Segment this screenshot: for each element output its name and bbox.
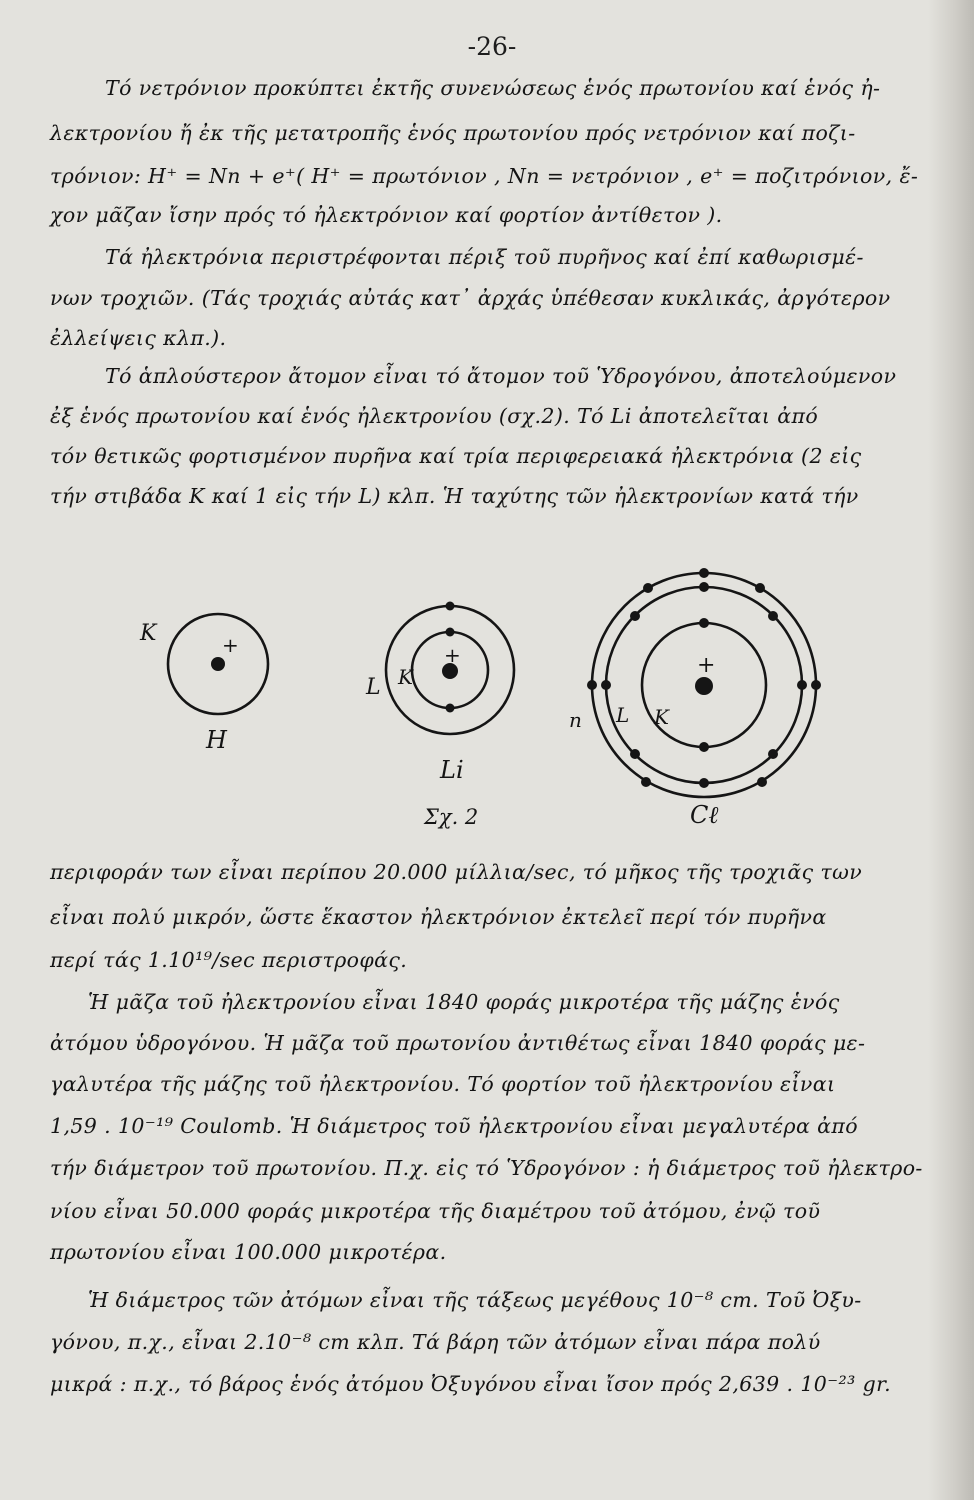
- text-line: περί τάς 1.10¹⁹/sec περιστροφάς.: [50, 948, 408, 972]
- text-line: Τό ἁπλούστερον ἄτομον εἶναι τό ἄτομον τοῦ Ὑδρογόνου, ἀποτελούμενον: [105, 364, 897, 388]
- cl-electron-k: [699, 618, 709, 628]
- li-electron: [446, 704, 455, 713]
- cl-electron-l: [699, 582, 709, 592]
- cl-electron-l: [699, 778, 709, 788]
- text-line: λεκτρονίου ἤ ἐκ τῆς μετατροπῆς ἑνός πρωτονίου πρός νετρόνιον καί ποζι-: [50, 121, 856, 145]
- li-electron: [446, 602, 455, 611]
- cl-electron-m: [755, 583, 765, 593]
- text-line: τήν στιβάδα K καί 1 εἰς τήν L) κλπ. Ἡ ταχύτης τῶν ἠλεκτρονίων κατά τήν: [50, 484, 859, 508]
- cl-shell-n-label: n: [569, 708, 582, 732]
- cl-shell-l-label: L: [616, 703, 630, 727]
- li-atom-label: Li: [440, 756, 464, 784]
- text-line: ἐλλείψεις κλπ.).: [50, 326, 227, 350]
- cl-electron-l: [630, 749, 640, 759]
- cl-electron-m: [587, 680, 597, 690]
- cl-electron-m: [641, 777, 651, 787]
- cl-electron-l: [630, 611, 640, 621]
- cl-atom-label: Cℓ: [690, 801, 719, 829]
- text-line: Τό νετρόνιον προκύπτει ἐκτῆς συνενώσεως ἑνός πρωτονίου καί ἑνός ἠ-: [105, 76, 881, 100]
- text-line: τόν θετικῶς φορτισμένον πυρῆνα καί τρία περιφερειακά ἠλεκτρόνια (2 εἰς: [50, 444, 862, 468]
- h-atom-label: H: [206, 726, 227, 754]
- text-line: γόνου, π.χ., εἶναι 2.10⁻⁸ cm κλπ. Τά βάρη τῶν ἀτόμων εἶναι πάρα πολύ: [50, 1330, 821, 1354]
- text-line: περιφοράν των εἶναι περίπου 20.000 μίλλια/sec, τό μῆκος τῆς τροχιᾶς των: [50, 860, 863, 884]
- li-shell-k-label: K: [398, 665, 413, 689]
- cl-electron-l: [797, 680, 807, 690]
- cl-electron-l: [768, 611, 778, 621]
- h-nucleus: [211, 657, 225, 671]
- text-line: χον μᾶζαν ἴσην πρός τό ἠλεκτρόνιον καί φορτίον ἀντίθετον ).: [50, 203, 723, 227]
- figure-caption: Σχ. 2: [424, 805, 479, 829]
- text-line: Τά ἠλεκτρόνια περιστρέφονται πέριξ τοῦ πυρῆνος καί ἐπί καθωρισμέ-: [105, 245, 864, 269]
- cl-electron-k: [699, 742, 709, 752]
- text-line: πρωτονίου εἶναι 100.000 μικροτέρα.: [50, 1240, 447, 1264]
- cl-electron-l: [768, 749, 778, 759]
- cl-electron-l: [601, 680, 611, 690]
- li-shell-l-label: L: [366, 675, 381, 700]
- text-line: μικρά : π.χ., τό βάρος ἑνός ἀτόμου Ὀξυγόνου εἶναι ἴσον πρός 2,639 . 10⁻²³ gr.: [50, 1372, 891, 1396]
- text-line: ἀτόμου ὑδρογόνου. Ἡ μᾶζα τοῦ πρωτονίου ἀντιθέτως εἶναι 1840 φοράς με-: [50, 1031, 866, 1055]
- cl-electron-m: [699, 568, 709, 578]
- text-line: Ἡ διάμετρος τῶν ἀτόμων εἶναι τῆς τάξεως μεγέθους 10⁻⁸ cm. Τοῦ Ὀξυ-: [88, 1288, 862, 1312]
- page-number: -26-: [467, 32, 517, 61]
- cl-electron-m: [757, 777, 767, 787]
- li-electron: [446, 628, 455, 637]
- text-line: νίου εἶναι 50.000 φοράς μικροτέρα τῆς διαμέτρου τοῦ ἀτόμου, ἐνῷ τοῦ: [50, 1199, 821, 1223]
- text-line: ἐξ ἑνός πρωτονίου καί ἑνός ἠλεκτρονίου (σχ.2). Τό Li ἀποτελεῖται ἀπό: [50, 404, 819, 428]
- text-line: νων τροχιῶν. (Τάς τροχιάς αὐτάς κατ᾿ ἀρχάς ὑπέθεσαν κυκλικάς, ἀργότερον: [50, 286, 891, 310]
- cl-electron-m: [643, 583, 653, 593]
- text-line: εἶναι πολύ μικρόν, ὥστε ἕκαστον ἠλεκτρόνιον ἐκτελεῖ περί τόν πυρῆνα: [50, 905, 827, 929]
- cl-electron-m: [811, 680, 821, 690]
- text-line: τήν διάμετρον τοῦ πρωτονίου. Π.χ. εἰς τό Ὑδρογόνον : ἡ διάμετρος τοῦ ἠλεκτρο-: [50, 1156, 923, 1180]
- h-shell-label: K: [140, 621, 157, 646]
- text-line: τρόνιον: H⁺ = Nn + e⁺( H⁺ = πρωτόνιον , Nn = νετρόνιον , e⁺ = ποζιτρόνιον, ἔ-: [50, 164, 919, 188]
- text-line: 1,59 . 10⁻¹⁹ Coulomb. Ἡ διάμετρος τοῦ ἠλεκτρονίου εἶναι μεγαλυτέρα ἀπό: [50, 1114, 859, 1138]
- cl-shell-k-label: K: [654, 705, 669, 729]
- cl-nucleus-sign: +: [697, 653, 716, 678]
- text-line: γαλυτέρα τῆς μάζης τοῦ ἠλεκτρονίου. Τό φορτίον τοῦ ἠλεκτρονίου εἶναι: [50, 1072, 836, 1096]
- h-nucleus-sign: +: [222, 633, 239, 657]
- text-line: Ἡ μᾶζα τοῦ ἠλεκτρονίου εἶναι 1840 φοράς μικροτέρα τῆς μάζης ἑνός: [88, 990, 840, 1014]
- li-nucleus-sign: +: [444, 643, 461, 667]
- cl-nucleus: [695, 677, 713, 695]
